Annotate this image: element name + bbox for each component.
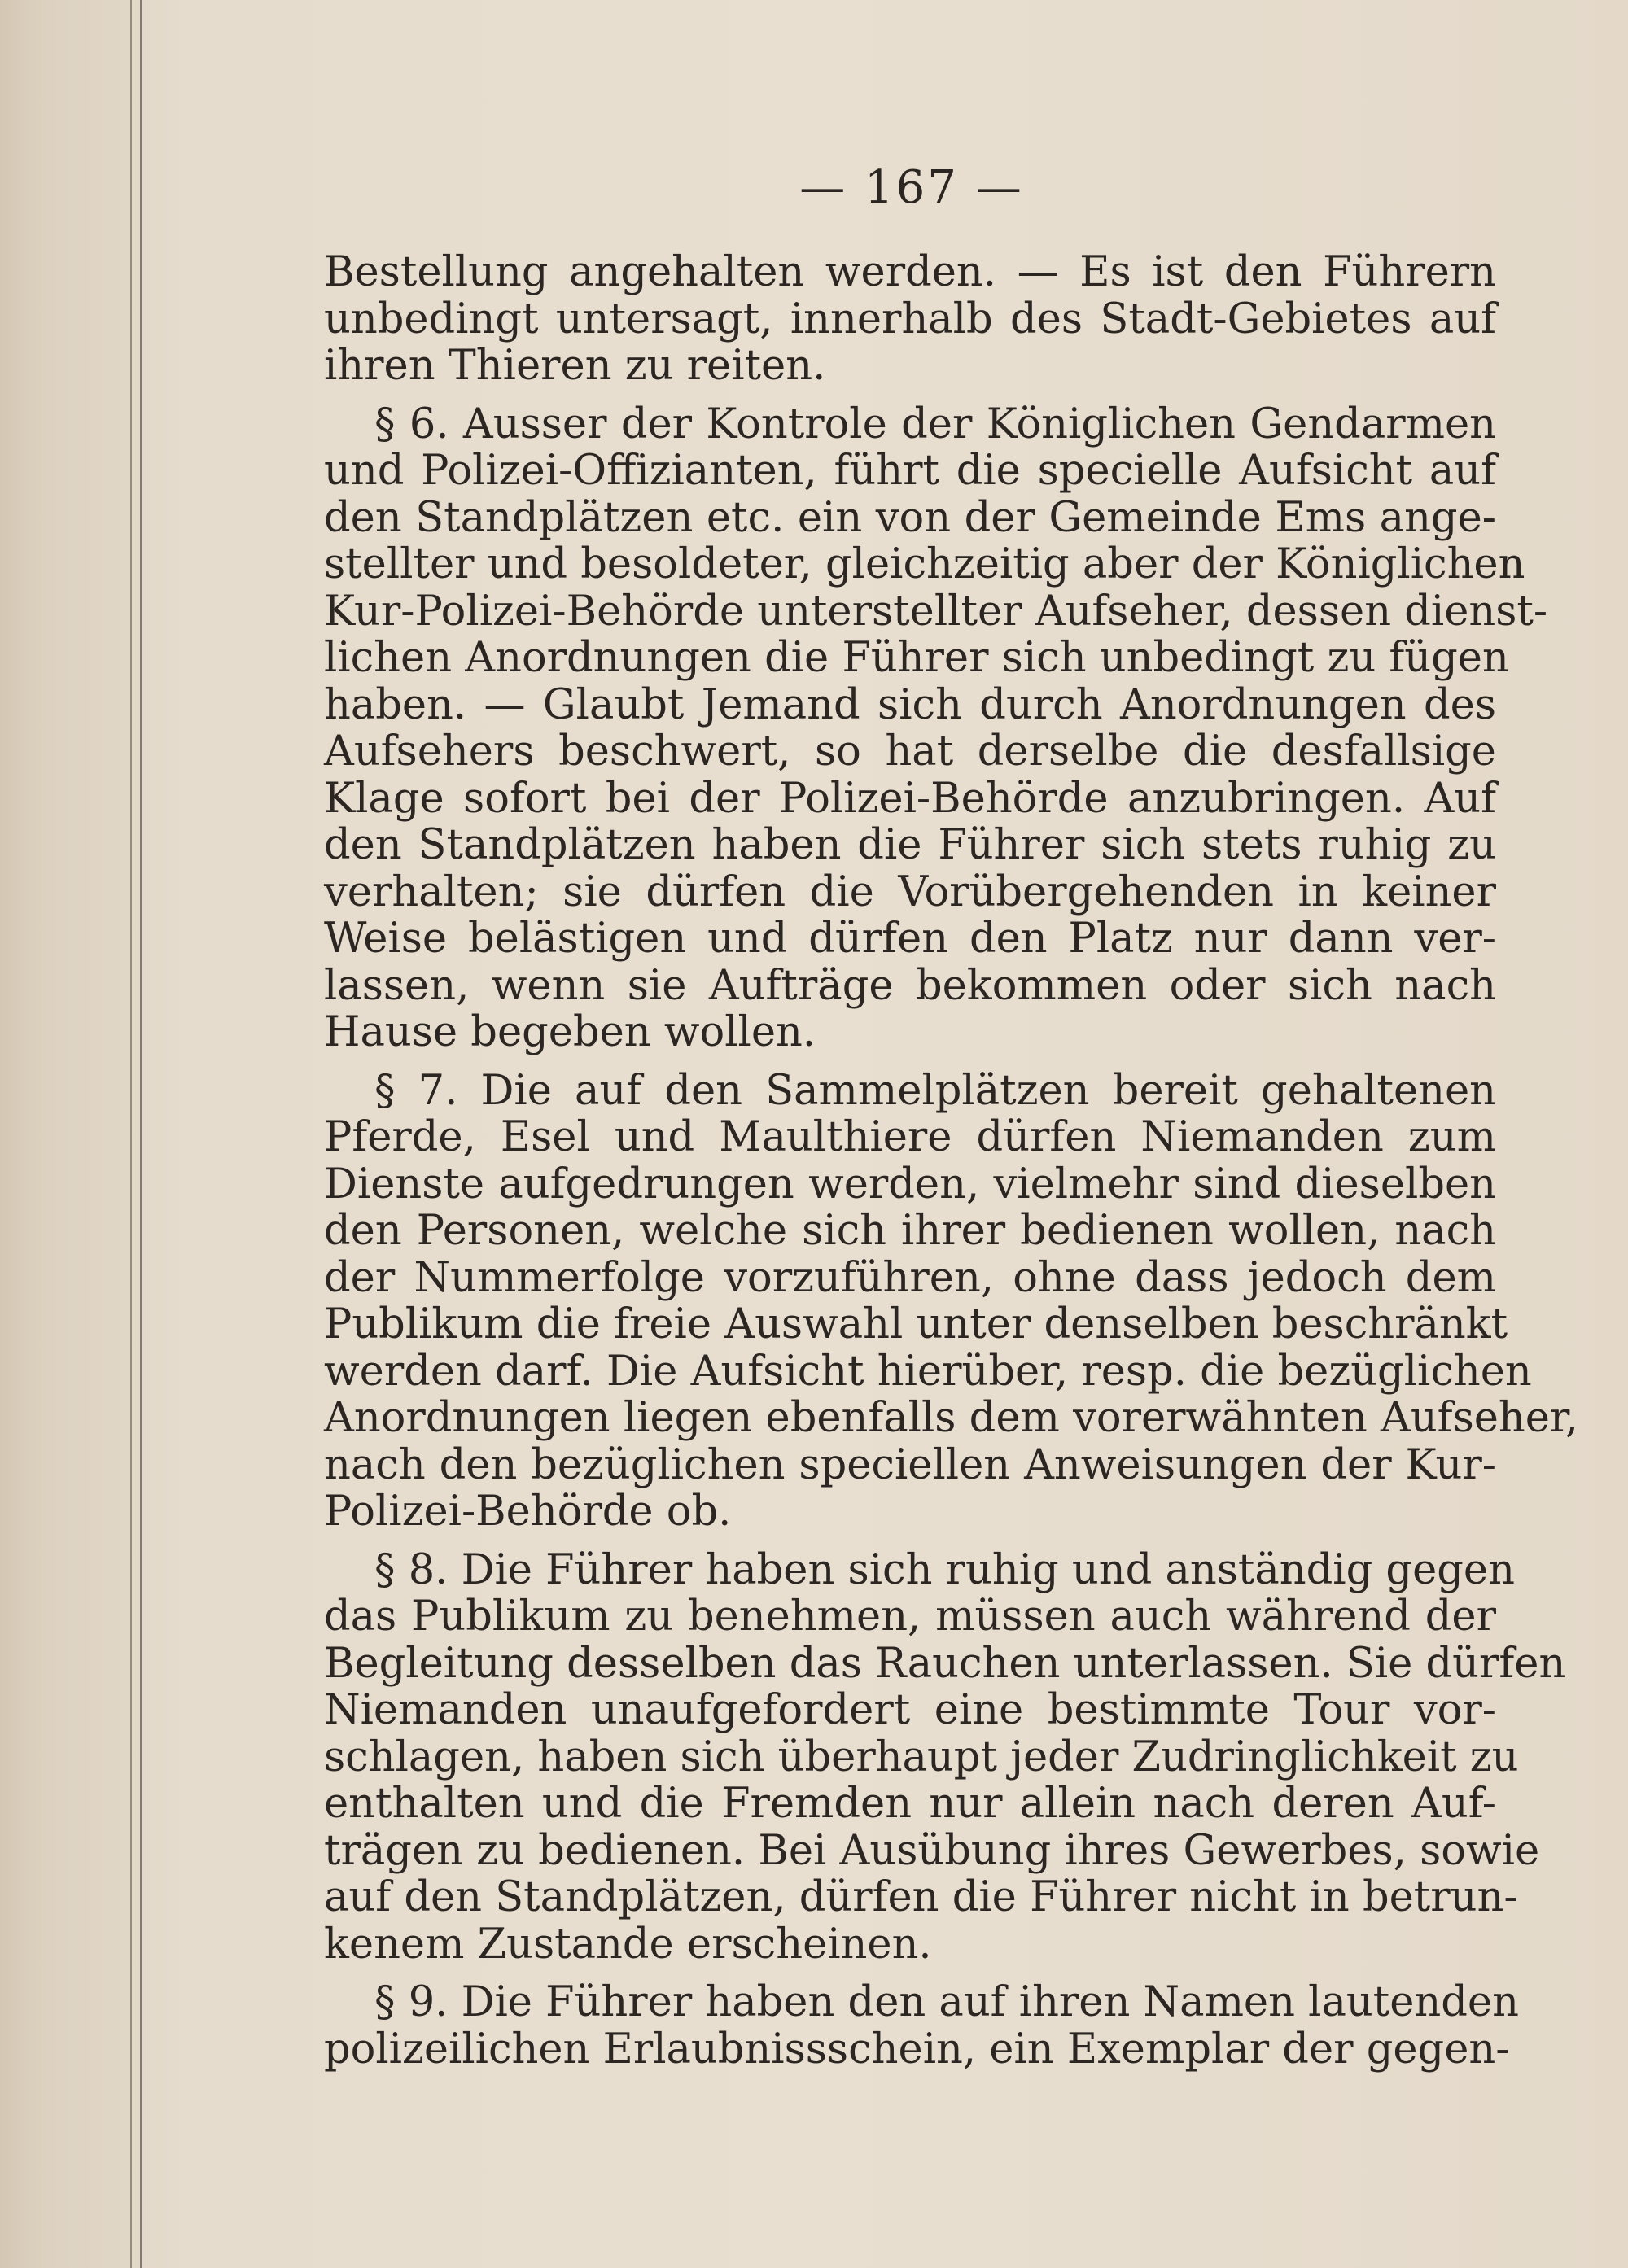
body-text [324,248,1578,2074]
text-line: der Nummerfolge vorzuführen, ohne dass jedoch dem [324,1253,1496,1302]
text-line: lichen Anordnungen die Führer sich unbedingt zu fügen [324,634,1509,682]
text-line: und Polizei-Offizianten, führt die specielle Aufsicht auf [324,447,1496,495]
text-line: trägen zu bedienen. Bei Ausübung ihres Gewerbes, sowie [324,1826,1540,1875]
paragraph-7-start: § 7. Die auf den Sammelplätzen bereit gehaltenen [374,1066,1496,1115]
text-line: den Personen, welche sich ihrer bedienen wollen, nach [324,1207,1496,1255]
binding-line [140,0,142,2268]
text-line: den Standplätzen haben die Führer sich stets ruhig zu [324,821,1496,869]
text-line: lassen, wenn sie Aufträge bekommen oder sich nach [324,961,1496,1010]
paragraph-6-start: § 6. Ausser der Kontrole der Königlichen Gendarmen [374,400,1496,448]
text-line: Polizei-Behörde ob. [324,1488,732,1536]
text-line: Dienste aufgedrungen werden, vielmehr sind dieselben [324,1160,1496,1208]
paragraph-8-start: § 8. Die Führer haben sich ruhig und anständig gegen [374,1545,1515,1594]
text-line: Weise belästigen und dürfen den Platz nur dann ver- [324,915,1496,963]
text-line: Pferde, Esel und Maulthiere dürfen Niemanden zum [324,1113,1496,1161]
text-line: haben. — Glaubt Jemand sich durch Anordnungen des [324,680,1496,729]
text-line: nach den bezüglichen speciellen Anweisungen der Kur- [324,1440,1496,1489]
text-line: verhalten; sie dürfen die Vorübergehenden in keiner [324,867,1496,916]
text-line: kenem Zustande erscheinen. [324,1920,932,1969]
page-number-header: — 167 — [799,161,1024,214]
text-line: das Publikum zu benehmen, müssen auch während der [324,1593,1496,1641]
text-line: polizeilichen Erlaubnissschein, ein Exemplar der gegen- [324,2025,1510,2074]
text-line: Bestellung angehalten werden. — Es ist den Führern [324,248,1496,296]
text-line: den Standplätzen etc. ein von der Gemeinde Ems ange- [324,493,1496,542]
text-line: Anordnungen liegen ebenfalls dem vorerwähnten Aufseher, [324,1394,1578,1442]
text-line: Begleitung desselben das Rauchen unterlassen. Sie dürfen [324,1639,1566,1688]
text-line: unbedingt untersagt, innerhalb des Stadt-Gebietes auf [324,295,1496,343]
text-line: stellter und besoldeter, gleichzeitig aber der Königlichen [324,540,1525,588]
text-line: werden darf. Die Aufsicht hierüber, resp. die bezüglichen [324,1347,1532,1396]
binding-line [130,0,132,2268]
binding-edge [0,0,142,2268]
text-line: enthalten und die Fremden nur allein nach deren Auf- [324,1780,1496,1828]
text-line: schlagen, haben sich überhaupt jeder Zudringlichkeit zu [324,1733,1519,1781]
text-line: Kur-Polizei-Behörde unterstellter Aufseher, dessen dienst- [324,587,1548,636]
text-line: Publikum die freie Auswahl unter denselben beschränkt [324,1300,1508,1348]
paragraph-9-start: § 9. Die Führer haben den auf ihren Namen lautenden [374,1978,1519,2026]
text-line: auf den Standplätzen, dürfen die Führer nicht in betrun- [324,1873,1518,1921]
text-line: Aufsehers beschwert, so hat derselbe die desfallsige [324,728,1496,776]
text-line: Hause begeben wollen. [324,1008,816,1056]
text-line: ihren Thieren zu reiten. [324,342,826,390]
text-line: Niemanden unaufgefordert eine bestimmte Tour vor- [324,1686,1496,1734]
text-line: Klage sofort bei der Polizei-Behörde anzubringen. Auf [324,774,1496,823]
